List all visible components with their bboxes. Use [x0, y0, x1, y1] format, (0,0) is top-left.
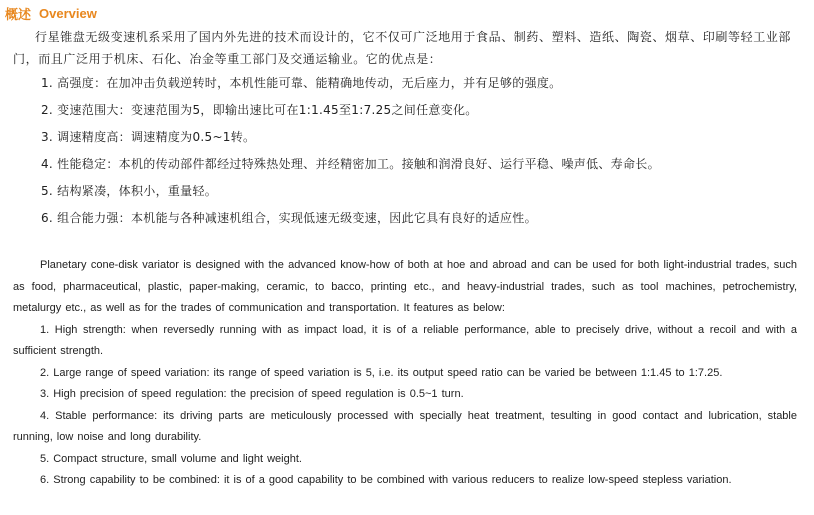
english-feature-item: 5. Compact structure, small volume and light weight.	[40, 452, 302, 465]
page-header	[5, 4, 97, 22]
chinese-feature-item: 1. 高强度：在加冲击负载逆转时，本机性能可靠、能精确地传动，无后座力，并有足够的强度。	[41, 76, 562, 90]
english-feature-item: 3. High precision of speed regulation: the precision of speed regulation is 0.5~1 turn.	[40, 388, 464, 400]
page-title-chinese: 概述	[5, 7, 32, 23]
chinese-feature-item: 6. 组合能力强：本机能与各种减速机组合，实现低速无级变速，因此它具有良好的适应性。	[41, 211, 537, 225]
chinese-feature-item: 2. 变速范围大：变速范围为5，即输出速比可在1:1.45至1:7.25之间任意变化。	[41, 103, 478, 117]
english-intro-paragraph: Planetary cone-disk variator is designed with the advanced know-how of both at hoe and abroad and can be used for both light-industrial trades, such as food, pharmaceutical, plastic, paper-making, ceramic, to bacco, printing etc., and heavy-industrial trades, such as tool machines, petrochemistry, metalurgy etc., as well as for the trades of communication and transportation. It features as below:	[13, 259, 797, 314]
english-feature-item: 6. Strong capability to be combined: it is of a good capability to be combined with various reducers to realize low-speed stepless variation.	[40, 474, 732, 486]
english-feature-item: 4. Stable performance: its driving parts are meticulously processed with specially heat treatment, tesulting in good contact and lubrication, stable running, low noise and long durability.	[13, 409, 797, 443]
chinese-feature-item: 4. 性能稳定：本机的传动部件都经过特殊热处理、并经精密加工。接触和润滑良好、运行平稳、噪声低、寿命长。	[41, 157, 660, 171]
english-section	[13, 255, 797, 492]
page-title-english: Overview	[39, 5, 97, 21]
english-feature-item: 2. Large range of speed variation: its range of speed variation is 5, i.e. its output speed ratio can be varied be between 1:1.45 to 1:7.25.	[40, 366, 723, 379]
english-feature-item: 1. High strength: when reversedly running with as impact load, it is of a reliable performance, able to precisely drive, without a recoil and with a sufficient strength.	[13, 323, 797, 357]
chinese-feature-item: 5. 结构紧凑，体积小，重量轻。	[41, 184, 218, 198]
chinese-feature-item: 3. 调速精度高：调速精度为0.5~1转。	[41, 130, 256, 144]
chinese-intro-paragraph: 行星锥盘无级变速机系采用了国内外先进的技术而设计的，它不仅可广泛地用于食品、制药、塑料、造纸、陶瓷、烟草、印刷等轻工业部门，而且广泛用于机床、石化、冶金等重工部门及交通运输业。它的优点是：	[13, 30, 792, 66]
chinese-section	[13, 26, 803, 232]
